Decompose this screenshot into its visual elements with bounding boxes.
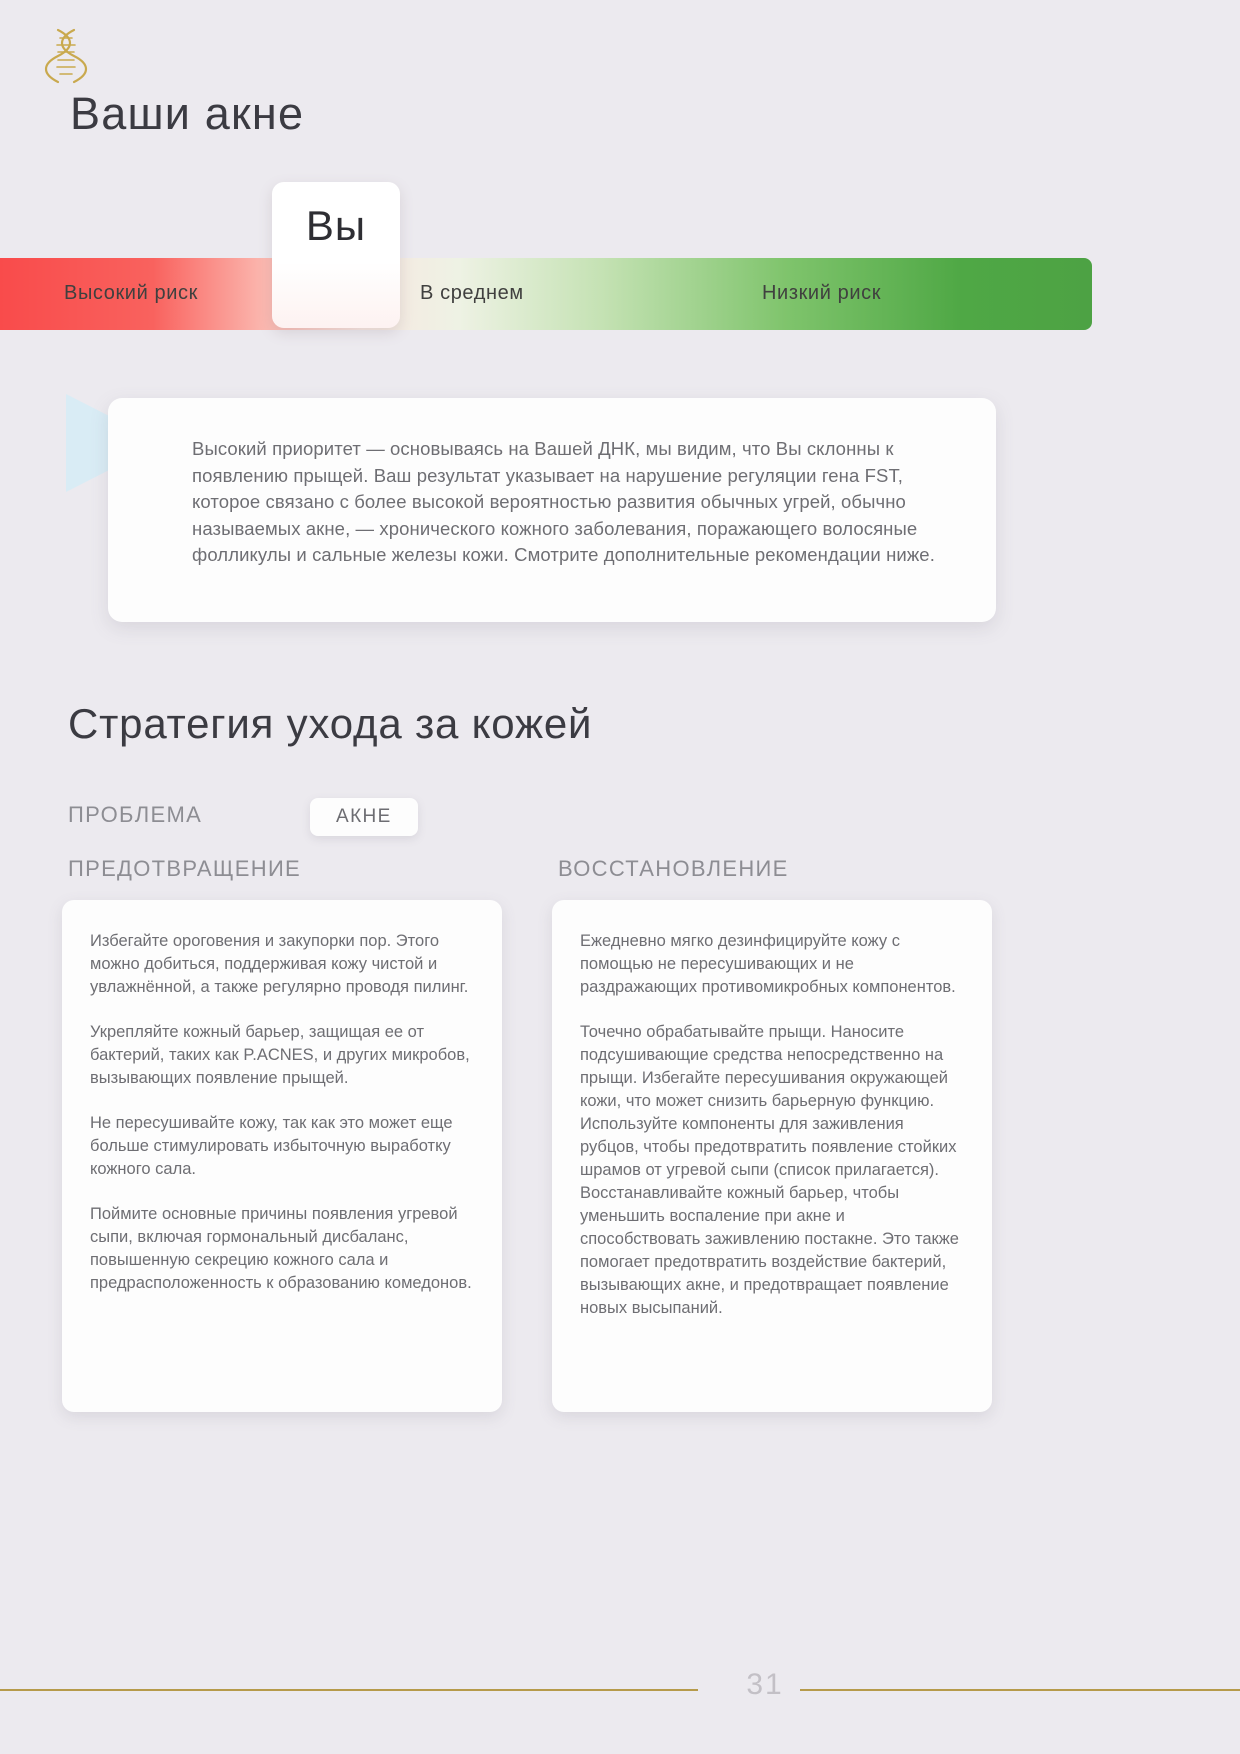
footer-divider-right xyxy=(800,1689,1240,1691)
page-title: Ваши акне xyxy=(70,88,305,139)
footer-divider-left xyxy=(0,1689,698,1691)
prevention-card-body xyxy=(62,900,502,1295)
prevention-paragraph: Не пересушивайте кожу, так как это может еще больше стимулировать избыточную выработку кожного сала. xyxy=(90,1114,453,1178)
recovery-paragraph: Ежедневно мягко дезинфицируйте кожу с помощью не пересушивающих и не раздражающих противомикробных компонентов. xyxy=(580,932,956,996)
recovery-card-body xyxy=(552,900,992,1320)
callout-text: Высокий приоритет — основываясь на Вашей ДНК, мы видим, что Вы склонны к появлению прыщей. Ваш результат указывает на нарушение регуляции гена FST, которое связано с более высокой вероятностью развития обычных угрей, обычно называемых акне, — хронического кожного заболевания, поражающего волосяные фолликулы и сальные железы кожи. Смотрите дополнительные рекомендации ниже. xyxy=(192,438,935,565)
risk-label-high: Высокий риск xyxy=(64,282,198,304)
you-marker xyxy=(272,182,400,328)
you-marker-label: Вы xyxy=(305,202,367,249)
problem-label: ПРОБЛЕМА xyxy=(68,802,203,827)
problem-value-chip: АКНЕ xyxy=(310,798,418,836)
prevention-paragraph: Поймите основные причины появления угревой сыпи, включая гормональный дисбаланс, повышенную секрецию кожного сала и предрасположенность к образованию комедонов. xyxy=(90,1205,472,1292)
prevention-card xyxy=(62,900,502,1412)
callout-card xyxy=(108,398,996,622)
prevention-paragraph: Избегайте ороговения и закупорки пор. Этого можно добиться, поддерживая кожу чистой и увлажнённой, а также регулярно проводя пилинг. xyxy=(90,932,469,996)
risk-meter xyxy=(0,202,1092,330)
risk-label-mid: В среднем xyxy=(420,282,524,304)
risk-label-low: Низкий риск xyxy=(762,282,882,304)
page-number: 31 xyxy=(735,1668,795,1702)
section-title: Стратегия ухода за кожей xyxy=(68,700,593,747)
recovery-card xyxy=(552,900,992,1412)
column-heading-recovery: ВОССТАНОВЛЕНИЕ xyxy=(558,856,789,881)
column-heading-prevention: ПРЕДОТВРАЩЕНИЕ xyxy=(68,856,302,881)
recovery-paragraph: Точечно обрабатывайте прыщи. Наносите подсушивающие средства непосредственно на прыщи. Избегайте пересушивания окружающей кожи, что может снизить барьерную функцию. Используйте компоненты для заживления рубцов, чтобы предотвратить появление стойких шрамов от угревой сыпи (список прилагается). Восстанавливайте кожный барьер, чтобы уменьшить воспаление при акне и способствовать заживлению постакне. Это также помогает предотвратить воздействие бактерий, вызывающих акне, и предотвращает появление новых высыпаний. xyxy=(580,1023,959,1317)
dna-helix-icon xyxy=(44,26,90,86)
prevention-paragraph: Укрепляйте кожный барьер, защищая ее от бактерий, таких как P.ACNES, и других микробов, вызывающих появление прыщей. xyxy=(90,1023,470,1087)
